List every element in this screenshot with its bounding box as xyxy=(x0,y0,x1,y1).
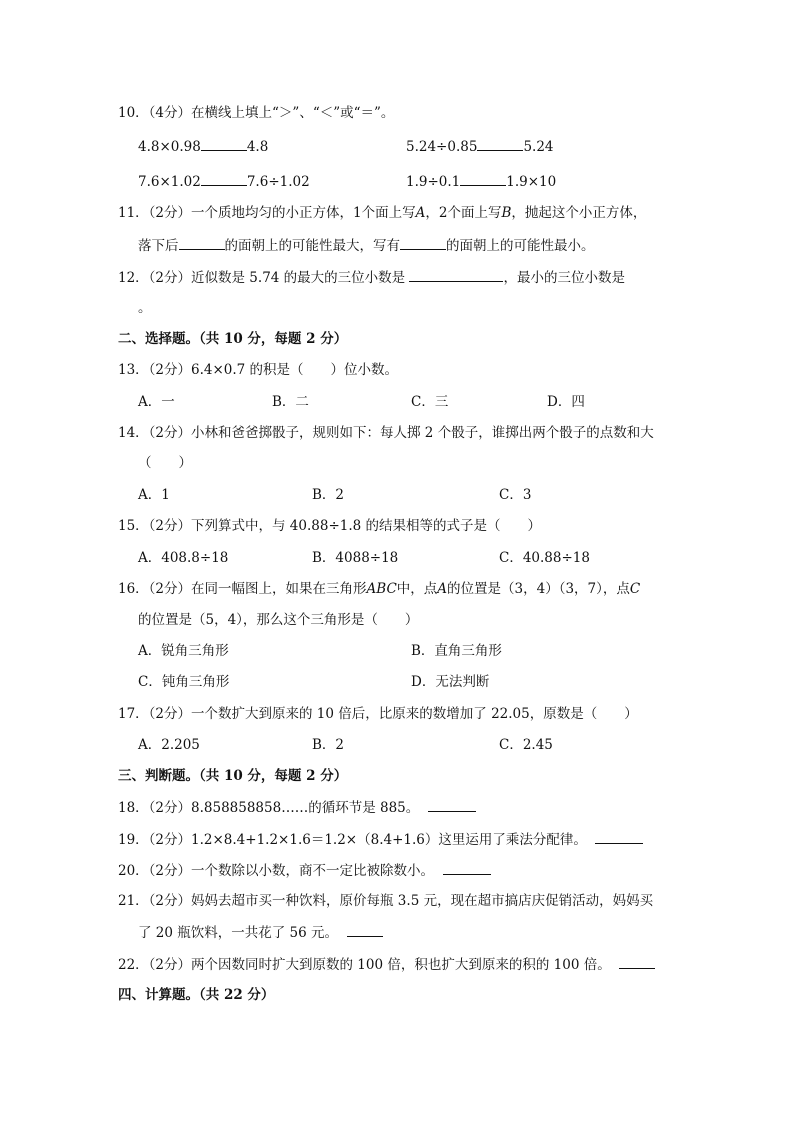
question-10-stem: 10．（4分）在横线上填上“＞”、“＜”或“＝”。 xyxy=(118,105,395,121)
question-17-option-a[interactable]: A．2.205 xyxy=(138,737,200,753)
question-17-stem: 17．（2分）一个数扩大到原来的 10 倍后，比原来的数增加了 22.05，原数是（ ） xyxy=(118,706,638,722)
question-18: 18．（2分）8.858858858……的循环节是 885。 xyxy=(118,797,476,818)
question-12-line-2: 。 xyxy=(138,300,152,316)
answer-blank[interactable] xyxy=(179,235,225,250)
question-17-option-b[interactable]: B．2 xyxy=(312,737,345,753)
question-15-option-a[interactable]: A．408.8÷18 xyxy=(138,550,229,566)
answer-blank[interactable] xyxy=(201,171,247,186)
question-20: 20．（2分）一个数除以小数，商不一定比被除数小。 xyxy=(118,860,491,881)
question-14-line-2: （ ） xyxy=(138,455,192,471)
answer-blank[interactable] xyxy=(443,860,491,875)
question-16-option-d[interactable]: D．无法判断 xyxy=(411,674,490,690)
question-14-line-1: 14．（2分）小林和爸爸掷骰子，规则如下：每人掷 2 个骰子，谁掷出两个骰子的点数和大 xyxy=(118,425,654,441)
question-11-line-1: 11．（2分）一个质地均匀的小正方体，1个面上写A，2个面上写B，抛起这个小正方体， xyxy=(118,205,647,221)
question-10-item-b: 5.24÷0.85 5.24 xyxy=(406,136,554,157)
question-16-line-1: 16．（2分）在同一幅图上，如果在三角形ABC中，点A的位置是（3，4）（3，7），点C xyxy=(118,581,641,597)
question-16-option-b[interactable]: B．直角三角形 xyxy=(411,643,502,659)
question-13-option-c[interactable]: C．三 xyxy=(411,394,449,410)
question-14-option-a[interactable]: A．1 xyxy=(138,487,170,503)
question-22: 22．（2分）两个因数同时扩大到原数的 100 倍，积也扩大到原来的积的 100 倍。 xyxy=(118,954,655,975)
answer-blank[interactable] xyxy=(477,136,523,151)
question-16-line-2: 的位置是（5，4），那么这个三角形是（ ） xyxy=(138,612,419,628)
answer-blank[interactable] xyxy=(400,235,446,250)
question-14-option-c[interactable]: C．3 xyxy=(499,487,532,503)
question-14-option-b[interactable]: B．2 xyxy=(312,487,345,503)
section-heading-judgement: 三、判断题。（共 10 分，每题 2 分） xyxy=(118,768,348,784)
question-13-option-d[interactable]: D．四 xyxy=(547,394,585,410)
question-13-option-b[interactable]: B．二 xyxy=(272,394,309,410)
question-16-option-a[interactable]: A．锐角三角形 xyxy=(138,643,229,659)
question-16-option-c[interactable]: C．钝角三角形 xyxy=(138,674,230,690)
answer-blank[interactable] xyxy=(428,797,476,812)
question-11-line-2: 落下后 的面朝上的可能性最大，写有 的面朝上的可能性最小。 xyxy=(138,235,595,256)
answer-blank[interactable] xyxy=(460,171,506,186)
section-heading-calculation: 四、计算题。（共 22 分） xyxy=(118,987,275,1003)
question-10-item-a: 4.8×0.98 4.8 xyxy=(138,136,268,157)
question-21-line-2: 了 20 瓶饮料，一共花了 56 元。 xyxy=(138,922,383,943)
answer-blank[interactable] xyxy=(409,267,503,282)
answer-blank[interactable] xyxy=(201,136,247,151)
section-heading-choice: 二、选择题。（共 10 分，每题 2 分） xyxy=(118,331,348,347)
answer-blank[interactable] xyxy=(595,829,643,844)
question-19: 19．（2分）1.2×8.4+1.2×1.6＝1.2×（8.4+1.6）这里运用了乘法分配律。 xyxy=(118,829,643,850)
question-15-stem: 15．（2分）下列算式中，与 40.88÷1.8 的结果相等的式子是（ ） xyxy=(118,518,542,534)
question-21-line-1: 21．（2分）妈妈去超市买一种饮料，原价每瓶 3.5 元，现在超市搞店庆促销活动，妈妈买 xyxy=(118,893,654,909)
answer-blank[interactable] xyxy=(347,922,383,937)
question-17-option-c[interactable]: C．2.45 xyxy=(499,737,553,753)
question-13-stem: 13．（2分）6.4×0.7 的积是（ ）位小数。 xyxy=(118,362,399,378)
question-12-line-1: 12．（2分）近似数是 5.74 的最大的三位小数是 ，最小的三位小数是 xyxy=(118,267,625,288)
question-15-option-c[interactable]: C．40.88÷18 xyxy=(499,550,590,566)
question-13-option-a[interactable]: A．一 xyxy=(138,394,175,410)
answer-blank[interactable] xyxy=(619,954,655,969)
question-10-item-c: 7.6×1.02 7.6÷1.02 xyxy=(138,171,310,192)
question-10-item-d: 1.9÷0.1 1.9×10 xyxy=(406,171,556,192)
question-15-option-b[interactable]: B．4088÷18 xyxy=(312,550,399,566)
